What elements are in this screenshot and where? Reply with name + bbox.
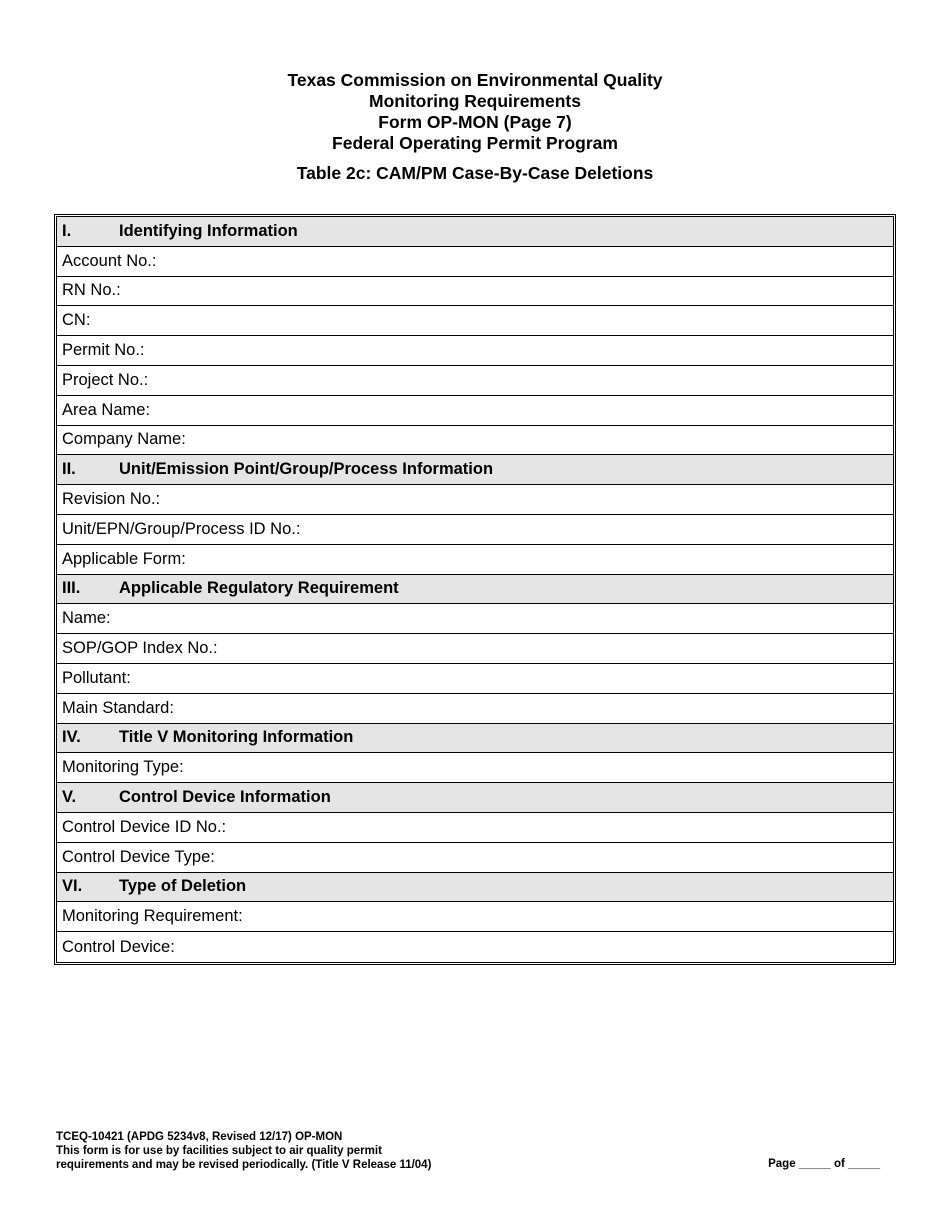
footer-note-line-1: This form is for use by facilities subject to air quality permit — [56, 1145, 382, 1157]
form-header — [0, 70, 950, 184]
section-number: II. — [62, 460, 76, 479]
section-number: IV. — [62, 728, 81, 747]
monitoring-requirement-field[interactable]: Monitoring Requirement: — [57, 902, 893, 932]
pollutant-field[interactable]: Pollutant: — [57, 664, 893, 694]
project-no-field[interactable]: Project No.: — [57, 366, 893, 396]
form-table — [54, 214, 896, 965]
rn-no-field[interactable]: RN No.: — [57, 277, 893, 307]
sop-gop-index-field[interactable]: SOP/GOP Index No.: — [57, 634, 893, 664]
section-title: Title V Monitoring Information — [119, 728, 354, 747]
section-title: Applicable Regulatory Requirement — [119, 579, 399, 598]
main-standard-field[interactable]: Main Standard: — [57, 694, 893, 724]
form-subject: Monitoring Requirements — [369, 91, 581, 111]
applicable-form-field[interactable]: Applicable Form: — [57, 545, 893, 575]
table-title: Table 2c: CAM/PM Case-By-Case Deletions — [296, 163, 654, 183]
section-monitoring-information — [57, 724, 893, 754]
section-identifying-information — [57, 217, 893, 247]
form-id: Form OP-MON (Page 7) — [378, 112, 572, 132]
control-device-type-field[interactable]: Control Device Type: — [57, 843, 893, 873]
program-name: Federal Operating Permit Program — [332, 133, 618, 153]
section-regulatory-requirement — [57, 575, 893, 605]
footer-note-line-2: requirements and may be revised periodically. (Title V Release 11/04) — [56, 1159, 432, 1171]
company-name-field[interactable]: Company Name: — [57, 426, 893, 456]
section-title: Type of Deletion — [119, 877, 247, 896]
section-control-device — [57, 783, 893, 813]
account-no-field[interactable]: Account No.: — [57, 247, 893, 277]
section-number: I. — [62, 221, 72, 240]
section-number: V. — [62, 788, 77, 807]
page-number: Page _____ of _____ — [768, 1158, 880, 1170]
section-type-of-deletion — [57, 873, 893, 903]
name-field[interactable]: Name: — [57, 604, 893, 634]
area-name-field[interactable]: Area Name: — [57, 396, 893, 426]
agency-title: Texas Commission on Environmental Quality — [287, 70, 663, 90]
section-unit-information — [57, 455, 893, 485]
section-title: Unit/Emission Point/Group/Process Information — [119, 460, 494, 479]
section-title: Identifying Information — [119, 221, 298, 240]
section-number: III. — [62, 579, 81, 598]
permit-no-field[interactable]: Permit No.: — [57, 336, 893, 366]
control-device-field[interactable]: Control Device: — [62, 937, 175, 956]
unit-id-field[interactable]: Unit/EPN/Group/Process ID No.: — [57, 515, 893, 545]
section-title: Control Device Information — [119, 788, 331, 807]
revision-no-field[interactable]: Revision No.: — [57, 485, 893, 515]
form-footer — [56, 1130, 431, 1172]
control-device-id-field[interactable]: Control Device ID No.: — [57, 813, 893, 843]
monitoring-type-field[interactable]: Monitoring Type: — [57, 753, 893, 783]
form-number: TCEQ-10421 (APDG 5234v8, Revised 12/17) OP-MON — [56, 1131, 343, 1143]
section-number: VI. — [62, 877, 83, 896]
cn-field[interactable]: CN: — [57, 306, 893, 336]
